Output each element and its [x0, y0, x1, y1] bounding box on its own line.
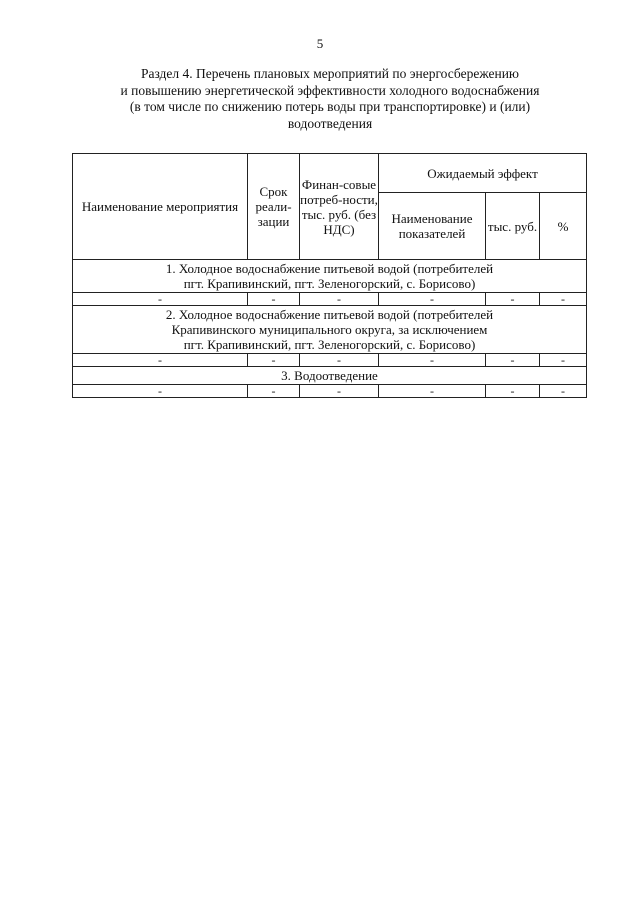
header-term-text: Срок реали-зации — [255, 184, 292, 229]
group-title-line: 3. Водоотведение — [281, 368, 378, 383]
page-number: 5 — [316, 36, 324, 51]
table-cell: - — [379, 354, 486, 367]
header-indicator-name — [379, 193, 486, 260]
group-row — [73, 306, 587, 354]
group-title-line: 2. Холодное водоснабжение питьевой водой (потребителей — [165, 307, 494, 322]
table-cell: - — [73, 385, 248, 398]
table-cell: - — [486, 293, 540, 306]
group-row — [73, 260, 587, 293]
header-expected-effect-text: Ожидаемый эффект — [427, 165, 538, 181]
table-cell: - — [540, 354, 587, 367]
header-percent-text: % — [557, 218, 569, 234]
header-measure-name-text: Наименование мероприятия — [81, 199, 239, 214]
group-title-line: пгт. Крапивинский, пгт. Зеленогорский, с. Борисово) — [183, 337, 476, 352]
group-title-line: Крапивинского муниципального округа, за исключением — [171, 322, 488, 337]
table-row — [73, 354, 587, 367]
group-title-line: пгт. Крапивинский, пгт. Зеленогорский, с. Борисово) — [183, 276, 476, 291]
table-cell: - — [73, 293, 248, 306]
table-cell: - — [540, 293, 587, 306]
group-title-line: 1. Холодное водоснабжение питьевой водой (потребителей — [165, 261, 494, 276]
section-title — [80, 66, 580, 132]
group-title — [73, 367, 587, 385]
header-percent — [540, 193, 587, 260]
table-cell: - — [486, 354, 540, 367]
header-finance — [300, 154, 379, 260]
table-cell: - — [379, 293, 486, 306]
header-term — [248, 154, 300, 260]
table-cell: - — [379, 385, 486, 398]
header-thousand-rub-text: тыс. руб. — [487, 218, 538, 234]
header-measure-name — [73, 154, 248, 260]
table-cell: - — [300, 354, 379, 367]
section-title-line: и повышению энергетической эффективности холодного водоснабжения — [120, 82, 540, 98]
header-expected-effect — [379, 154, 587, 193]
table-cell: - — [248, 354, 300, 367]
table-cell: - — [486, 385, 540, 398]
table-row — [73, 385, 587, 398]
group-row — [73, 367, 587, 385]
header-indicator-name-text: Наименование показателей — [391, 211, 473, 241]
table-cell: - — [300, 385, 379, 398]
table-cell: - — [300, 293, 379, 306]
table-cell: - — [248, 385, 300, 398]
section-title-line: Раздел 4. Перечень плановых мероприятий по энергосбережению — [140, 66, 520, 81]
section-title-line: водоотведения — [287, 115, 373, 131]
table-cell: - — [73, 354, 248, 367]
header-finance-text: Финан-совые потреб-ности, тыс. руб. (без НДС) — [300, 176, 378, 237]
header-thousand-rub — [486, 193, 540, 260]
table-row — [73, 293, 587, 306]
group-title — [73, 306, 587, 354]
measures-table — [72, 153, 587, 398]
table-cell: - — [248, 293, 300, 306]
group-title — [73, 260, 587, 293]
section-title-line: (в том числе по снижению потерь воды при транспортировке) и (или) — [129, 99, 531, 114]
table-cell: - — [540, 385, 587, 398]
